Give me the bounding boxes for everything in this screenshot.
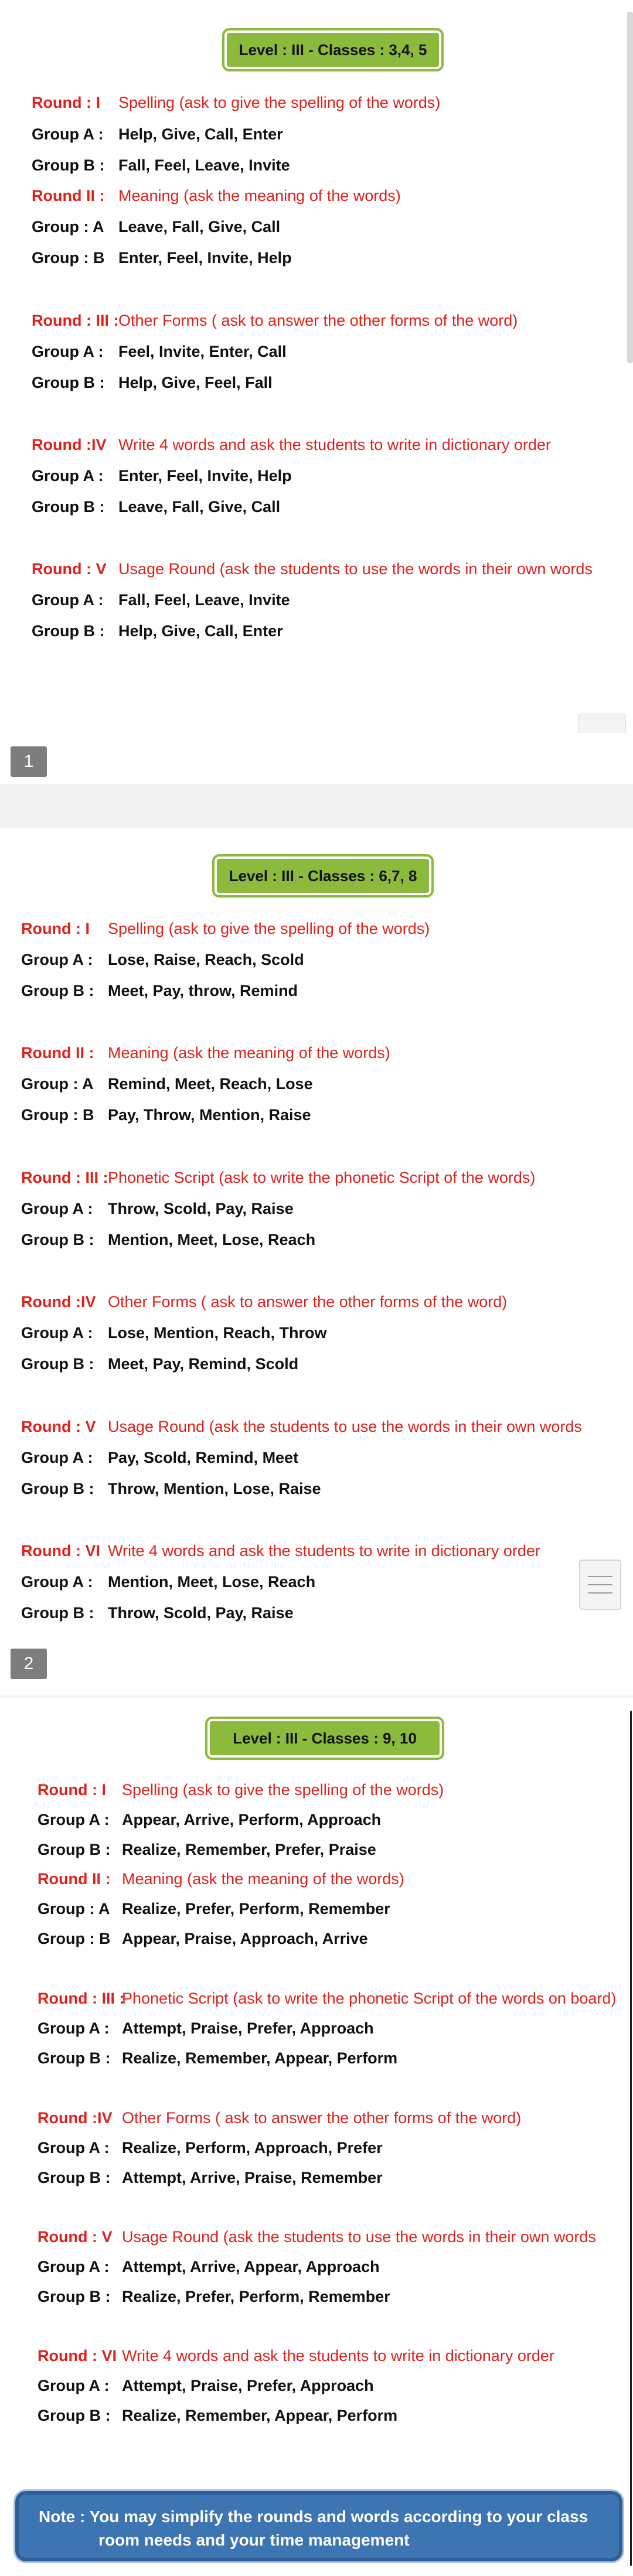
round-description: Spelling (ask to give the spelling of the words) — [108, 920, 430, 937]
group-words: Lose, Mention, Reach, Throw — [108, 1324, 327, 1342]
round-description: Other Forms ( ask to answer the other forms of the word) — [108, 1293, 508, 1311]
group-words: Realize, Perform, Approach, Prefer — [122, 2139, 383, 2157]
group-words: Feel, Invite, Enter, Call — [118, 343, 287, 360]
group-words: Realize, Remember, Appear, Perform — [122, 2049, 398, 2067]
level-badge: Level : III - Classes : 3,4, 5 — [224, 30, 441, 69]
group-words: Pay, Throw, Mention, Raise — [108, 1106, 311, 1124]
round-label: Round : V — [21, 1418, 96, 1435]
group-label: Group : A — [21, 1075, 94, 1093]
note-line-1: Note : You may simplify the rounds and words according to your class — [39, 2507, 588, 2526]
level-badge: Level : III - Classes : 9, 10 — [207, 1719, 442, 1758]
note-line-2: room needs and your time management — [98, 2531, 410, 2549]
round-description: Spelling (ask to give the spelling of the words) — [122, 1781, 444, 1799]
round-description: Write 4 words and ask the students to write in dictionary order — [108, 1542, 540, 1560]
group-label: Group B : — [32, 622, 105, 640]
round-description: Usage Round (ask the students to use the words in their own words — [118, 560, 593, 578]
round-description: Meaning (ask the meaning of the words) — [122, 1870, 404, 1888]
group-label: Group A : — [32, 343, 104, 360]
group-label: Group B : — [32, 156, 105, 174]
group-label: Group A : — [32, 467, 104, 485]
group-words: Mention, Meet, Lose, Reach — [108, 1231, 316, 1248]
group-words: Fall, Feel, Leave, Invite — [118, 156, 290, 174]
round-description: Write 4 words and ask the students to write in dictionary order — [122, 2347, 554, 2365]
round-label: Round :IV — [21, 1293, 96, 1311]
group-words: Realize, Remember, Appear, Perform — [122, 2407, 398, 2424]
group-words: Enter, Feel, Invite, Help — [118, 467, 292, 485]
page-1 — [0, 0, 633, 784]
group-label: Group : B — [38, 1930, 111, 1947]
group-words: Help, Give, Call, Enter — [118, 125, 283, 143]
group-words: Appear, Praise, Approach, Arrive — [122, 1930, 368, 1947]
round-label: Round : V — [38, 2228, 113, 2246]
group-words: Realize, Remember, Prefer, Praise — [122, 1841, 376, 1858]
round-description: Usage Round (ask the students to use the words in their own words — [122, 2228, 596, 2246]
scrollbar-track[interactable] — [630, 1711, 632, 2566]
group-label: Group B : — [21, 1231, 94, 1248]
group-label: Group A : — [38, 2258, 110, 2275]
round-label: Round :IV — [38, 2109, 113, 2127]
level-badge: Level : III - Classes : 6,7, 8 — [215, 857, 431, 895]
group-label: Group : B — [21, 1106, 94, 1124]
round-description: Other Forms ( ask to answer the other forms of the word) — [118, 312, 518, 329]
page-3 — [0, 1698, 633, 2576]
group-words: Attempt, Arrive, Appear, Approach — [122, 2258, 380, 2275]
group-label: Group A : — [21, 1449, 93, 1466]
group-label: Group B : — [38, 2049, 111, 2067]
group-label: Group B : — [38, 2169, 111, 2186]
group-words: Throw, Mention, Lose, Raise — [108, 1480, 321, 1497]
round-description: Phonetic Script (ask to write the phonetic Script of the words) — [108, 1169, 536, 1186]
round-label: Round : III : — [38, 1990, 125, 2007]
round-label: Round : III : — [32, 312, 119, 329]
group-words: Throw, Scold, Pay, Raise — [108, 1604, 294, 1622]
group-label: Group A : — [32, 591, 104, 609]
group-label: Group A : — [32, 125, 104, 143]
group-words: Meet, Pay, throw, Remind — [108, 982, 298, 999]
group-words: Meet, Pay, Remind, Scold — [108, 1355, 299, 1373]
group-words: Attempt, Praise, Prefer, Approach — [122, 2377, 374, 2394]
group-label: Group A : — [38, 2377, 110, 2394]
group-label: Group B : — [32, 374, 105, 391]
round-description: Other Forms ( ask to answer the other forms of the word) — [122, 2109, 522, 2127]
group-label: Group B : — [21, 982, 94, 999]
round-label: Round : VI — [38, 2347, 117, 2365]
group-label: Group A : — [38, 2139, 110, 2157]
group-label: Group B : — [38, 2407, 111, 2424]
group-words: Throw, Scold, Pay, Raise — [108, 1200, 294, 1217]
group-words: Remind, Meet, Reach, Lose — [108, 1075, 313, 1093]
group-words: Leave, Fall, Give, Call — [118, 498, 281, 516]
group-words: Help, Give, Feel, Fall — [118, 374, 273, 391]
round-description: Meaning (ask the meaning of the words) — [118, 187, 401, 204]
group-label: Group A : — [38, 1811, 110, 1828]
group-label: Group B : — [21, 1604, 94, 1622]
group-label: Group : B — [32, 249, 105, 267]
group-words: Leave, Fall, Give, Call — [118, 218, 281, 236]
group-words: Pay, Scold, Remind, Meet — [108, 1449, 299, 1466]
page-gap — [0, 784, 633, 828]
group-words: Appear, Arrive, Perform, Approach — [122, 1811, 382, 1828]
round-description: Write 4 words and ask the students to write in dictionary order — [118, 436, 551, 453]
page-2 — [0, 828, 633, 1695]
round-label: Round :IV — [32, 436, 107, 453]
group-label: Group A : — [21, 951, 93, 968]
note-box — [15, 2491, 622, 2561]
round-description: Phonetic Script (ask to write the phonetic Script of the words on board) — [122, 1990, 617, 2007]
round-description: Spelling (ask to give the spelling of the words) — [118, 94, 441, 111]
group-label: Group B : — [38, 1841, 111, 1858]
menu-icon[interactable] — [579, 1560, 621, 1610]
group-words: Enter, Feel, Invite, Help — [118, 249, 292, 267]
page-number[interactable]: 2 — [11, 1649, 47, 1679]
round-description: Meaning (ask the meaning of the words) — [108, 1044, 390, 1062]
group-label: Group B : — [21, 1480, 94, 1497]
round-description: Usage Round (ask the students to use the words in their own words — [108, 1418, 582, 1435]
group-words: Attempt, Praise, Prefer, Approach — [122, 2019, 374, 2037]
round-label: Round : I — [32, 94, 100, 111]
round-label: Round : VI — [21, 1542, 100, 1560]
group-words: Attempt, Arrive, Praise, Remember — [122, 2169, 383, 2186]
round-label: Round II : — [32, 187, 105, 204]
group-label: Group A : — [21, 1200, 93, 1217]
group-label: Group : A — [38, 1900, 110, 1918]
group-label: Group B : — [38, 2288, 111, 2305]
group-label: Group B : — [21, 1355, 94, 1373]
scrollbar-thumb[interactable] — [627, 12, 633, 363]
page-number[interactable]: 1 — [11, 746, 47, 777]
group-label: Group A : — [21, 1573, 93, 1591]
group-label: Group A : — [21, 1324, 93, 1342]
group-words: Realize, Prefer, Perform, Remember — [122, 2288, 390, 2305]
group-words: Mention, Meet, Lose, Reach — [108, 1573, 316, 1591]
group-words: Lose, Raise, Reach, Scold — [108, 951, 304, 968]
round-label: Round II : — [21, 1044, 94, 1062]
group-words: Fall, Feel, Leave, Invite — [118, 591, 290, 609]
group-label: Group : A — [32, 218, 104, 236]
round-label: Round : V — [32, 560, 107, 578]
group-label: Group B : — [32, 498, 105, 516]
group-words: Realize, Prefer, Perform, Remember — [122, 1900, 390, 1918]
round-label: Round : I — [21, 920, 90, 937]
panel-handle[interactable] — [578, 714, 626, 733]
round-label: Round II : — [38, 1870, 111, 1888]
round-label: Round : I — [38, 1781, 106, 1799]
round-label: Round : III : — [21, 1169, 108, 1186]
group-words: Help, Give, Call, Enter — [118, 622, 283, 640]
group-label: Group A : — [38, 2019, 110, 2037]
